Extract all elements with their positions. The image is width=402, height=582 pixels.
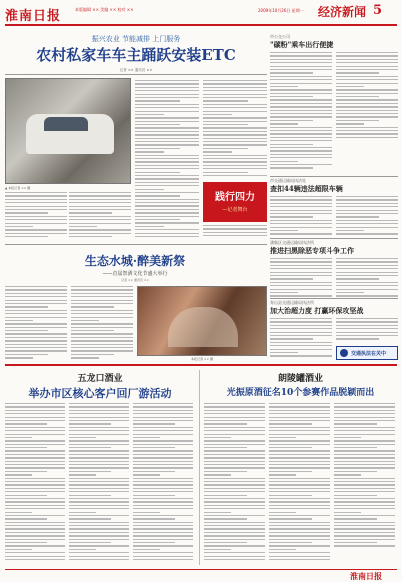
- right-mid3-text-b: [336, 318, 398, 342]
- right-mid3-title: 加大治超力度 打赢环保攻坚战: [270, 306, 364, 315]
- footer: [0, 567, 402, 582]
- masthead-info: 本版编辑 ×× 美编 ×× 校对 ××: [75, 7, 134, 12]
- article3-text-col3: [133, 403, 193, 565]
- right-mid2-kicker: 潘集区交通运输局执法所: [270, 240, 314, 245]
- article-langlingguan: [204, 367, 397, 567]
- shield-icon: [340, 349, 348, 357]
- right-mid3-text: [270, 318, 332, 360]
- article4-title: 光振原酒征名10个参赛作品脱颖而出: [226, 388, 375, 398]
- right-mid1-text-b: [336, 196, 398, 236]
- article3-text-col2: [69, 403, 129, 565]
- festival-photo: [137, 286, 267, 356]
- article2-text-col2: [71, 286, 133, 362]
- right-top-text: [270, 52, 332, 172]
- article3-title: 举办市区核心客户回厂游活动: [28, 387, 172, 400]
- article2-rule-top: [5, 244, 267, 245]
- footer-rule: [5, 569, 397, 570]
- article4-kicker: 朗陵罐酒业: [277, 374, 323, 384]
- badge-sub: —记者舞台: [222, 207, 248, 213]
- car-photo: [5, 78, 131, 184]
- right-top-title: "碳粉"乘车出行便捷: [270, 40, 334, 49]
- article2-photo-caption: 本报记者 ×× 摄: [191, 357, 213, 361]
- right-mid2-text-b: [336, 258, 398, 298]
- masthead-rule: [5, 24, 397, 26]
- right-mid1-kicker: 市交通运输局执法处: [270, 178, 306, 183]
- article4-text-col3: [334, 403, 395, 553]
- article-text-col4b: [203, 225, 267, 241]
- right-rule-3: [270, 298, 398, 299]
- article-kicker: 振兴农业 节能减排 上门服务: [91, 35, 181, 43]
- page-number: 5: [373, 3, 383, 18]
- right-ad-label: 交通执法在关中: [351, 351, 387, 357]
- article-byline: 记者 ×× 通讯员 ××: [119, 68, 153, 72]
- article-etc: [5, 30, 267, 242]
- right-mid1-text: [270, 196, 332, 236]
- masthead-logo: 淮南日报: [5, 9, 62, 24]
- masthead-date: 2009年10月26日 星期一: [258, 8, 304, 13]
- right-top-text-b: [336, 52, 398, 142]
- right-rule-1: [270, 176, 398, 177]
- article2-byline: 记者 ×× 通讯员 ××: [121, 278, 149, 282]
- article-text-col2: [69, 192, 131, 240]
- right-mid2-title: 推进扫黑除恶专项斗争工作: [270, 246, 354, 255]
- article-text-col4: [203, 80, 267, 180]
- right-mid2-text: [270, 258, 332, 298]
- article-title: 农村私家车车主踊跃安装ETC: [36, 46, 236, 64]
- article3-text-col1: [5, 403, 65, 565]
- article2-title: 生态水城·醉美新祭: [84, 254, 186, 268]
- bottom-rule: [5, 364, 397, 366]
- right-top-kicker: 市公交公司: [270, 34, 290, 39]
- masthead: [0, 0, 402, 30]
- section-name: 经济新闻: [318, 5, 367, 19]
- right-column: [270, 30, 398, 362]
- photo-caption: ▲ 本报记者 ×× 摄: [5, 186, 31, 190]
- right-rule-2: [270, 238, 398, 239]
- badge-title: 践行四力: [215, 192, 255, 203]
- footer-logo: 淮南日报: [350, 571, 382, 581]
- photo-figures: [168, 307, 238, 347]
- article2-subtitle: ——首届祭酒文化节盛大举行: [102, 271, 168, 277]
- right-mid3-kicker: 寿山县交通运输局执法所: [270, 300, 314, 305]
- article4-text-col1: [204, 403, 265, 565]
- article-text-col1: [5, 192, 67, 240]
- right-ad-box: [336, 346, 398, 360]
- right-mid1-title: 查扣44辆违法超限车辆: [270, 184, 343, 193]
- badge-box: [203, 182, 267, 222]
- article-rule: [5, 74, 267, 75]
- column-divider: [199, 370, 200, 565]
- car-window: [44, 117, 88, 131]
- article2-text-col1: [5, 286, 67, 362]
- article-text-col3: [135, 80, 199, 240]
- article4-text-col2: [269, 403, 330, 565]
- article-wulongkou: [5, 367, 195, 567]
- article3-kicker: 五龙口酒业: [77, 374, 123, 384]
- article-festival: [5, 244, 267, 362]
